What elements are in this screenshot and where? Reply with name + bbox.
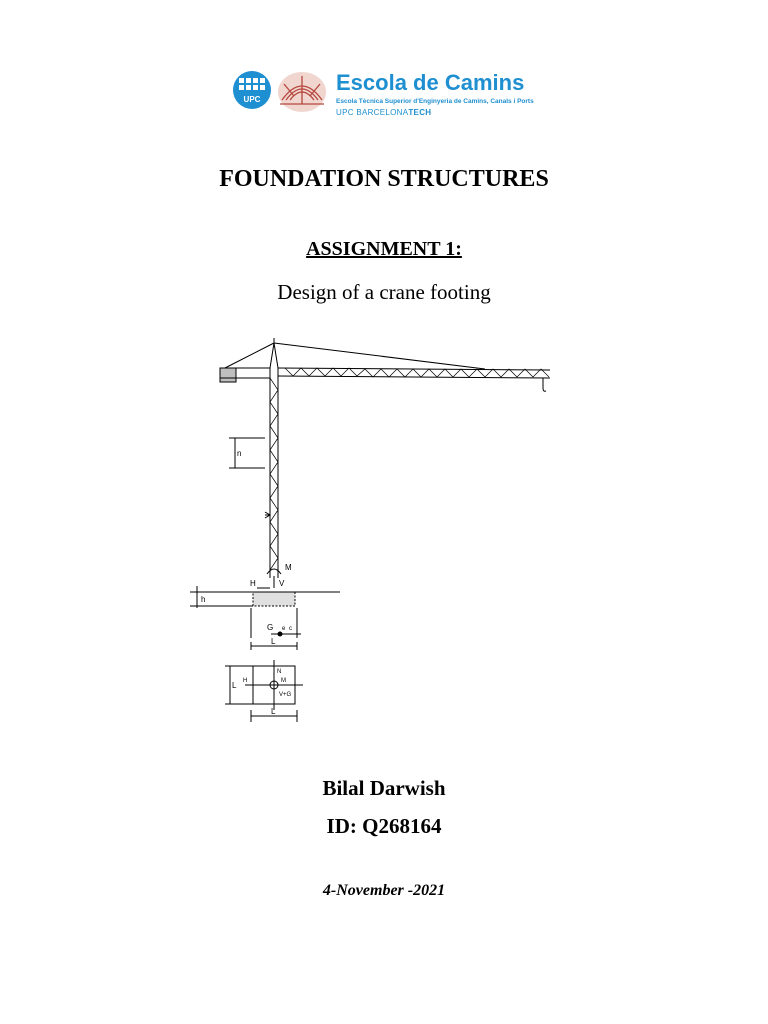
institution-name-b: TECH bbox=[408, 108, 432, 117]
escola-title: Escola de Camins bbox=[336, 70, 525, 95]
label-h-dim: h bbox=[201, 595, 206, 604]
plan-label-h: H bbox=[243, 678, 248, 684]
document-subtitle: Design of a crane footing bbox=[277, 280, 491, 304]
label-c: c bbox=[289, 626, 292, 632]
label-gravity: G bbox=[267, 623, 274, 632]
plan-label-l-side: L bbox=[232, 681, 237, 690]
plan-label-m: M bbox=[281, 678, 286, 684]
label-n-dim: n bbox=[237, 449, 242, 458]
plan-label-n: N bbox=[277, 669, 282, 675]
counter-weight bbox=[220, 368, 236, 382]
institution-name bbox=[336, 108, 431, 117]
escola-subtitle: Escola Tècnica Superior d'Enginyeria de Camins, Canals i Ports bbox=[336, 98, 534, 105]
moment-arrow bbox=[267, 569, 281, 574]
counter-jib-tie bbox=[225, 343, 274, 368]
school-logo bbox=[232, 70, 562, 120]
mast-lattice bbox=[270, 378, 278, 570]
document-title: FOUNDATION STRUCTURES bbox=[219, 166, 549, 192]
escola-seal-icon bbox=[276, 70, 328, 114]
footing bbox=[253, 592, 295, 606]
assignment-heading-text: ASSIGNMENT 1: bbox=[306, 238, 462, 260]
jib-tie bbox=[274, 343, 485, 369]
label-vertical: V bbox=[279, 579, 285, 588]
label-l-dim: L bbox=[271, 637, 276, 646]
crane-apex bbox=[270, 338, 278, 368]
document-date: 4-November -2021 bbox=[322, 882, 446, 899]
upc-mark-text: UPC bbox=[243, 95, 261, 104]
student-id: ID: Q268164 bbox=[326, 814, 442, 838]
hook bbox=[543, 378, 546, 391]
institution-name-a: UPC BARCELONA bbox=[336, 108, 409, 117]
author-name: Bilal Darwish bbox=[322, 776, 446, 800]
plan-label-l-bottom: L bbox=[271, 707, 276, 716]
upc-logo-icon bbox=[232, 70, 272, 110]
label-horizontal: H bbox=[250, 579, 256, 588]
assignment-heading bbox=[0, 238, 768, 261]
crane-footing-figure bbox=[185, 338, 565, 723]
label-moment: M bbox=[285, 563, 292, 572]
jib-bottom bbox=[278, 376, 550, 378]
plan-label-vg: V+G bbox=[279, 692, 292, 698]
label-e: e bbox=[282, 626, 286, 632]
